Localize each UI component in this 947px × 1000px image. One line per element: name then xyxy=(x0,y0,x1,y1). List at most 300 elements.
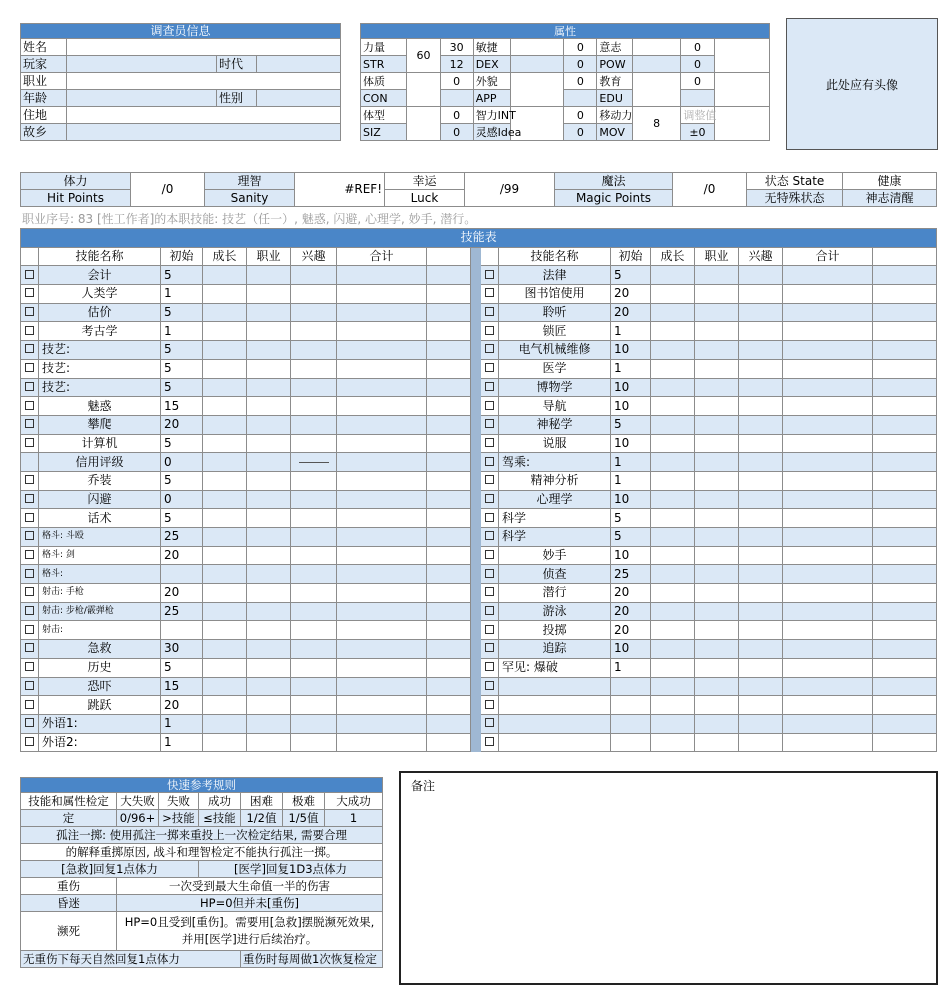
checkbox-icon[interactable] xyxy=(485,401,494,410)
attributes-table xyxy=(360,23,770,141)
skill-interest-r[interactable] xyxy=(739,733,783,752)
skill-growth[interactable] xyxy=(203,621,247,640)
skill-growth-r[interactable] xyxy=(651,453,695,472)
name-field[interactable] xyxy=(67,39,341,56)
skill-occupation[interactable] xyxy=(247,397,291,416)
checkbox-icon[interactable] xyxy=(485,457,494,466)
skill-growth-r[interactable] xyxy=(651,471,695,490)
skill-checkbox[interactable] xyxy=(21,397,39,416)
skill-interest[interactable] xyxy=(291,546,337,565)
skill-growth[interactable] xyxy=(203,359,247,378)
skill-interest-r[interactable] xyxy=(739,584,783,603)
skill-interest[interactable] xyxy=(291,415,337,434)
skill-checkbox[interactable] xyxy=(21,322,39,341)
checkbox-icon[interactable] xyxy=(485,569,494,578)
skill-growth-r[interactable] xyxy=(651,378,695,397)
skill-occupation[interactable] xyxy=(247,341,291,360)
skill-occupation[interactable] xyxy=(247,303,291,322)
skill-occupation[interactable] xyxy=(247,584,291,603)
skill-growth[interactable] xyxy=(203,266,247,285)
checkbox-icon[interactable] xyxy=(25,550,34,559)
skill-interest-r[interactable] xyxy=(739,322,783,341)
state-value[interactable]: 无特殊状态 xyxy=(747,190,843,207)
skill-checkbox[interactable] xyxy=(21,565,39,584)
skill-growth[interactable] xyxy=(203,509,247,528)
skill-extra-r xyxy=(873,640,937,659)
checkbox-icon[interactable] xyxy=(25,288,34,297)
era-field[interactable] xyxy=(257,56,341,73)
skill-checkbox[interactable] xyxy=(21,453,39,472)
checkbox-icon[interactable] xyxy=(25,401,34,410)
mov-value[interactable]: 8 xyxy=(632,107,681,141)
con-value[interactable] xyxy=(407,73,440,107)
skill-occupation-r[interactable] xyxy=(695,621,739,640)
skill-interest-r[interactable] xyxy=(739,415,783,434)
skill-occupation-r[interactable] xyxy=(695,584,739,603)
skill-interest[interactable] xyxy=(291,434,337,453)
quickref-header: 失败 xyxy=(159,793,199,810)
skill-checkbox[interactable] xyxy=(21,677,39,696)
checkbox-icon[interactable] xyxy=(25,419,34,428)
checkbox-icon[interactable] xyxy=(485,513,494,522)
checkbox-icon[interactable] xyxy=(485,419,494,428)
skill-occupation-r[interactable] xyxy=(695,640,739,659)
mp-value[interactable]: /0 xyxy=(673,173,747,207)
skill-interest-r[interactable] xyxy=(739,509,783,528)
skill-occupation-r[interactable] xyxy=(695,677,739,696)
skill-checkbox-r[interactable] xyxy=(481,471,499,490)
skill-growth-r[interactable] xyxy=(651,528,695,547)
skill-interest-r[interactable] xyxy=(739,640,783,659)
str-value[interactable]: 60 xyxy=(407,39,440,73)
skill-occupation-r[interactable] xyxy=(695,453,739,472)
skill-occupation-r[interactable] xyxy=(695,397,739,416)
skill-checkbox[interactable] xyxy=(21,602,39,621)
checkbox-icon[interactable] xyxy=(485,587,494,596)
skill-occupation[interactable] xyxy=(247,733,291,752)
checkbox-icon[interactable] xyxy=(485,326,494,335)
skill-checkbox[interactable] xyxy=(21,640,39,659)
skill-occupation[interactable] xyxy=(247,434,291,453)
pow-value-2[interactable] xyxy=(632,56,681,73)
skill-interest-r[interactable] xyxy=(739,341,783,360)
player-field[interactable] xyxy=(67,56,217,73)
skill-interest-r[interactable] xyxy=(739,696,783,715)
skill-growth-r[interactable] xyxy=(651,397,695,416)
skill-interest-r[interactable] xyxy=(739,471,783,490)
skill-checkbox[interactable] xyxy=(21,658,39,677)
skill-growth-r[interactable] xyxy=(651,696,695,715)
skill-growth-r[interactable] xyxy=(651,415,695,434)
skill-interest-r[interactable] xyxy=(739,546,783,565)
skill-interest-r[interactable] xyxy=(739,490,783,509)
skill-growth-r[interactable] xyxy=(651,621,695,640)
skill-interest-r[interactable] xyxy=(739,565,783,584)
skill-checkbox[interactable] xyxy=(21,434,39,453)
checkbox-icon[interactable] xyxy=(485,625,494,634)
skill-checkbox-r[interactable] xyxy=(481,322,499,341)
skill-growth[interactable] xyxy=(203,490,247,509)
edu-value[interactable] xyxy=(632,73,681,107)
skill-checkbox[interactable] xyxy=(21,378,39,397)
skill-occupation-r[interactable] xyxy=(695,471,739,490)
skill-occupation[interactable] xyxy=(247,677,291,696)
skill-interest[interactable] xyxy=(291,621,337,640)
skill-occupation[interactable] xyxy=(247,602,291,621)
skill-growth-r[interactable] xyxy=(651,303,695,322)
skill-growth[interactable] xyxy=(203,415,247,434)
skill-occupation[interactable] xyxy=(247,658,291,677)
skill-interest[interactable] xyxy=(291,322,337,341)
checkbox-icon[interactable] xyxy=(25,513,34,522)
skill-occupation-r[interactable] xyxy=(695,322,739,341)
pushing-rule-1: 孤注一掷: 使用孤注一掷来重投上一次检定结果, 需要合理 xyxy=(21,827,383,844)
skill-growth-r[interactable] xyxy=(651,359,695,378)
notes-box[interactable] xyxy=(399,771,938,985)
skill-growth[interactable] xyxy=(203,696,247,715)
skill-interest[interactable] xyxy=(291,490,337,509)
skill-interest[interactable] xyxy=(291,341,337,360)
checkbox-icon[interactable] xyxy=(485,494,494,503)
skill-checkbox[interactable] xyxy=(21,266,39,285)
dex-value-2[interactable] xyxy=(511,56,564,73)
checkbox-icon[interactable] xyxy=(485,270,494,279)
skill-checkbox[interactable] xyxy=(21,490,39,509)
skill-growth-r[interactable] xyxy=(651,322,695,341)
checkbox-icon[interactable] xyxy=(25,737,34,746)
skill-interest[interactable] xyxy=(291,565,337,584)
checkbox-icon[interactable] xyxy=(25,718,34,727)
portrait-box[interactable] xyxy=(786,18,938,150)
skill-occupation-r[interactable] xyxy=(695,658,739,677)
checkbox-icon[interactable] xyxy=(25,363,34,372)
skill-name: 格斗: 剑 xyxy=(39,546,161,565)
sex-field[interactable] xyxy=(257,90,341,107)
skill-occupation-r[interactable] xyxy=(695,528,739,547)
skill-checkbox-r[interactable] xyxy=(481,266,499,285)
checkbox-icon[interactable] xyxy=(25,270,34,279)
skill-occupation[interactable] xyxy=(247,378,291,397)
skill-extra xyxy=(427,658,471,677)
skill-row xyxy=(21,658,937,677)
checkbox-icon[interactable] xyxy=(485,662,494,671)
skill-occupation[interactable] xyxy=(247,471,291,490)
checkbox-icon[interactable] xyxy=(485,643,494,652)
checkbox-icon[interactable] xyxy=(485,718,494,727)
skill-occupation[interactable] xyxy=(247,714,291,733)
skill-growth-r[interactable] xyxy=(651,584,695,603)
skill-interest[interactable] xyxy=(291,266,337,285)
skill-interest[interactable] xyxy=(291,528,337,547)
skill-checkbox-r[interactable] xyxy=(481,621,499,640)
skill-checkbox-r[interactable] xyxy=(481,565,499,584)
skill-checkbox[interactable] xyxy=(21,733,39,752)
luck-value[interactable]: /99 xyxy=(465,173,555,207)
skill-checkbox[interactable] xyxy=(21,528,39,547)
skill-interest-r[interactable] xyxy=(739,453,783,472)
skill-occupation[interactable] xyxy=(247,546,291,565)
skill-checkbox[interactable] xyxy=(21,471,39,490)
skill-growth-r[interactable] xyxy=(651,546,695,565)
skill-occupation-r[interactable] xyxy=(695,434,739,453)
hometown-field[interactable] xyxy=(67,124,341,141)
skill-checkbox-r[interactable] xyxy=(481,434,499,453)
checkbox-icon[interactable] xyxy=(485,531,494,540)
skill-interest[interactable] xyxy=(291,714,337,733)
health-value[interactable]: 神志清醒 xyxy=(843,190,937,207)
checkbox-icon[interactable] xyxy=(485,737,494,746)
checkbox-icon[interactable] xyxy=(485,363,494,372)
skill-checkbox[interactable] xyxy=(21,359,39,378)
skill-growth[interactable] xyxy=(203,733,247,752)
skill-interest[interactable] xyxy=(291,303,337,322)
checkbox-icon[interactable] xyxy=(485,307,494,316)
skill-name: 会计 xyxy=(39,266,161,285)
skill-growth[interactable] xyxy=(203,546,247,565)
dex-value[interactable] xyxy=(511,39,564,56)
checkbox-icon[interactable] xyxy=(25,625,34,634)
skill-occupation-r[interactable] xyxy=(695,341,739,360)
skill-interest-r[interactable] xyxy=(739,528,783,547)
skill-growth[interactable] xyxy=(203,341,247,360)
skill-growth-r[interactable] xyxy=(651,434,695,453)
skill-interest[interactable] xyxy=(291,509,337,528)
skill-checkbox-r[interactable] xyxy=(481,528,499,547)
skill-checkbox-r[interactable] xyxy=(481,378,499,397)
skill-interest-r[interactable] xyxy=(739,378,783,397)
skill-interest[interactable] xyxy=(291,696,337,715)
skill-occupation-r[interactable] xyxy=(695,359,739,378)
skill-interest-r[interactable] xyxy=(739,285,783,304)
medicine-rule: [医学]回复1D3点体力 xyxy=(199,861,383,878)
skill-growth[interactable] xyxy=(203,434,247,453)
checkbox-icon[interactable] xyxy=(485,288,494,297)
column-separator xyxy=(471,621,481,640)
skill-interest[interactable] xyxy=(291,658,337,677)
sanity-value[interactable]: #REF! xyxy=(295,173,385,207)
skill-checkbox-r[interactable] xyxy=(481,303,499,322)
skill-occupation-r[interactable] xyxy=(695,415,739,434)
skill-interest-r[interactable] xyxy=(739,359,783,378)
skill-occupation[interactable] xyxy=(247,621,291,640)
skill-occupation-r[interactable] xyxy=(695,565,739,584)
checkbox-icon[interactable] xyxy=(25,475,34,484)
skill-checkbox-r[interactable] xyxy=(481,285,499,304)
skill-interest[interactable] xyxy=(291,453,337,472)
skill-occupation[interactable] xyxy=(247,415,291,434)
skill-growth[interactable] xyxy=(203,285,247,304)
skill-growth-r[interactable] xyxy=(651,714,695,733)
skill-growth-r[interactable] xyxy=(651,490,695,509)
skill-occupation-r[interactable] xyxy=(695,303,739,322)
skill-occupation-r[interactable] xyxy=(695,509,739,528)
checkbox-icon[interactable] xyxy=(25,494,34,503)
checkbox-icon[interactable] xyxy=(25,643,34,652)
checkbox-icon[interactable] xyxy=(485,438,494,447)
column-separator xyxy=(471,397,481,416)
skill-checkbox[interactable] xyxy=(21,621,39,640)
skill-checkbox-r[interactable] xyxy=(481,546,499,565)
skill-checkbox-r[interactable] xyxy=(481,397,499,416)
skill-occupation-r[interactable] xyxy=(695,546,739,565)
skill-checkbox-r[interactable] xyxy=(481,677,499,696)
skill-occupation-r[interactable] xyxy=(695,696,739,715)
skill-checkbox[interactable] xyxy=(21,546,39,565)
checkbox-icon[interactable] xyxy=(25,700,34,709)
skill-interest[interactable] xyxy=(291,677,337,696)
skill-interest[interactable] xyxy=(291,640,337,659)
skill-growth-r[interactable] xyxy=(651,285,695,304)
skill-occupation[interactable] xyxy=(247,266,291,285)
skill-occupation-r[interactable] xyxy=(695,266,739,285)
skill-occupation-r[interactable] xyxy=(695,714,739,733)
checkbox-icon[interactable] xyxy=(485,681,494,690)
skill-checkbox[interactable] xyxy=(21,303,39,322)
skill-checkbox-r[interactable] xyxy=(481,640,499,659)
skill-checkbox[interactable] xyxy=(21,509,39,528)
skill-occupation-r[interactable] xyxy=(695,602,739,621)
skill-growth[interactable] xyxy=(203,640,247,659)
hp-value[interactable]: /0 xyxy=(131,173,205,207)
skill-interest-r[interactable] xyxy=(739,434,783,453)
skill-checkbox-r[interactable] xyxy=(481,359,499,378)
app-value[interactable] xyxy=(511,73,564,107)
skill-interest-r[interactable] xyxy=(739,303,783,322)
skill-growth-r[interactable] xyxy=(651,266,695,285)
skill-growth-r[interactable] xyxy=(651,565,695,584)
checkbox-icon[interactable] xyxy=(25,681,34,690)
skill-growth-r[interactable] xyxy=(651,733,695,752)
skill-interest-r[interactable] xyxy=(739,397,783,416)
skill-occupation[interactable] xyxy=(247,509,291,528)
occupation-field[interactable] xyxy=(67,73,341,90)
skill-growth-r[interactable] xyxy=(651,640,695,659)
skill-growth-r[interactable] xyxy=(651,658,695,677)
skill-occupation[interactable] xyxy=(247,696,291,715)
skill-growth[interactable] xyxy=(203,528,247,547)
skill-checkbox-r[interactable] xyxy=(481,341,499,360)
skill-growth-r[interactable] xyxy=(651,602,695,621)
skill-occupation-r[interactable] xyxy=(695,490,739,509)
skill-checkbox[interactable] xyxy=(21,696,39,715)
skill-total xyxy=(337,285,427,304)
skill-checkbox-r[interactable] xyxy=(481,509,499,528)
skill-occupation-r[interactable] xyxy=(695,733,739,752)
skill-growth[interactable] xyxy=(203,378,247,397)
checkbox-icon[interactable] xyxy=(25,438,34,447)
skill-interest[interactable] xyxy=(291,602,337,621)
skill-growth[interactable] xyxy=(203,453,247,472)
skill-interest-r[interactable] xyxy=(739,266,783,285)
skill-growth[interactable] xyxy=(203,714,247,733)
skill-checkbox[interactable] xyxy=(21,341,39,360)
skill-checkbox-r[interactable] xyxy=(481,658,499,677)
checkbox-icon[interactable] xyxy=(25,606,34,615)
skill-interest-r[interactable] xyxy=(739,714,783,733)
checkbox-icon[interactable] xyxy=(25,531,34,540)
skill-occupation-r[interactable] xyxy=(695,285,739,304)
skill-occupation[interactable] xyxy=(247,640,291,659)
skill-occupation[interactable] xyxy=(247,490,291,509)
checkbox-icon[interactable] xyxy=(485,700,494,709)
skill-checkbox-r[interactable] xyxy=(481,733,499,752)
skill-growth[interactable] xyxy=(203,471,247,490)
checkbox-icon[interactable] xyxy=(25,569,34,578)
skill-occupation[interactable] xyxy=(247,528,291,547)
skill-checkbox[interactable] xyxy=(21,285,39,304)
skill-interest-r[interactable] xyxy=(739,621,783,640)
skill-occupation[interactable] xyxy=(247,322,291,341)
checkbox-icon[interactable] xyxy=(25,344,34,353)
checkbox-icon[interactable] xyxy=(485,344,494,353)
skill-growth[interactable] xyxy=(203,584,247,603)
skill-interest[interactable] xyxy=(291,733,337,752)
skill-occupation[interactable] xyxy=(247,285,291,304)
skill-growth[interactable] xyxy=(203,602,247,621)
skill-interest[interactable] xyxy=(291,397,337,416)
skill-growth[interactable] xyxy=(203,397,247,416)
siz-value[interactable] xyxy=(407,107,440,141)
checkbox-icon[interactable] xyxy=(25,662,34,671)
skill-total-r xyxy=(783,434,873,453)
checkbox-icon[interactable] xyxy=(485,475,494,484)
skill-growth-r[interactable] xyxy=(651,509,695,528)
checkbox-icon[interactable] xyxy=(25,382,34,391)
skill-growth-r[interactable] xyxy=(651,341,695,360)
skill-growth-r[interactable] xyxy=(651,677,695,696)
skill-checkbox-r[interactable] xyxy=(481,490,499,509)
skill-checkbox-r[interactable] xyxy=(481,696,499,715)
skill-checkbox[interactable] xyxy=(21,584,39,603)
skill-checkbox-r[interactable] xyxy=(481,714,499,733)
skill-interest[interactable] xyxy=(291,471,337,490)
skill-growth[interactable] xyxy=(203,677,247,696)
skill-checkbox-r[interactable] xyxy=(481,415,499,434)
skill-growth[interactable] xyxy=(203,565,247,584)
skill-checkbox-r[interactable] xyxy=(481,602,499,621)
pow-value[interactable] xyxy=(632,39,681,56)
skill-occupation[interactable] xyxy=(247,359,291,378)
checkbox-icon[interactable] xyxy=(25,307,34,316)
skill-checkbox-r[interactable] xyxy=(481,584,499,603)
checkbox-icon[interactable] xyxy=(25,587,34,596)
skill-interest[interactable] xyxy=(291,359,337,378)
skill-occupation[interactable] xyxy=(247,565,291,584)
skill-growth[interactable] xyxy=(203,303,247,322)
skill-checkbox[interactable] xyxy=(21,714,39,733)
checkbox-icon[interactable] xyxy=(25,326,34,335)
skill-checkbox-r[interactable] xyxy=(481,453,499,472)
checkbox-icon[interactable] xyxy=(485,606,494,615)
adjust-value[interactable]: ±0 xyxy=(681,124,714,141)
skill-occupation-r[interactable] xyxy=(695,378,739,397)
checkbox-icon[interactable] xyxy=(485,550,494,559)
app-en: APP xyxy=(473,90,511,107)
skill-occupation[interactable] xyxy=(247,453,291,472)
skill-interest-r[interactable] xyxy=(739,677,783,696)
skill-interest-r[interactable] xyxy=(739,602,783,621)
residence-field[interactable] xyxy=(67,107,341,124)
skill-checkbox[interactable] xyxy=(21,415,39,434)
skill-interest[interactable] xyxy=(291,378,337,397)
skill-interest-r[interactable] xyxy=(739,658,783,677)
skill-interest[interactable] xyxy=(291,285,337,304)
age-field[interactable] xyxy=(67,90,217,107)
skill-interest[interactable] xyxy=(291,584,337,603)
skill-growth[interactable] xyxy=(203,322,247,341)
skill-growth[interactable] xyxy=(203,658,247,677)
checkbox-icon[interactable] xyxy=(485,382,494,391)
